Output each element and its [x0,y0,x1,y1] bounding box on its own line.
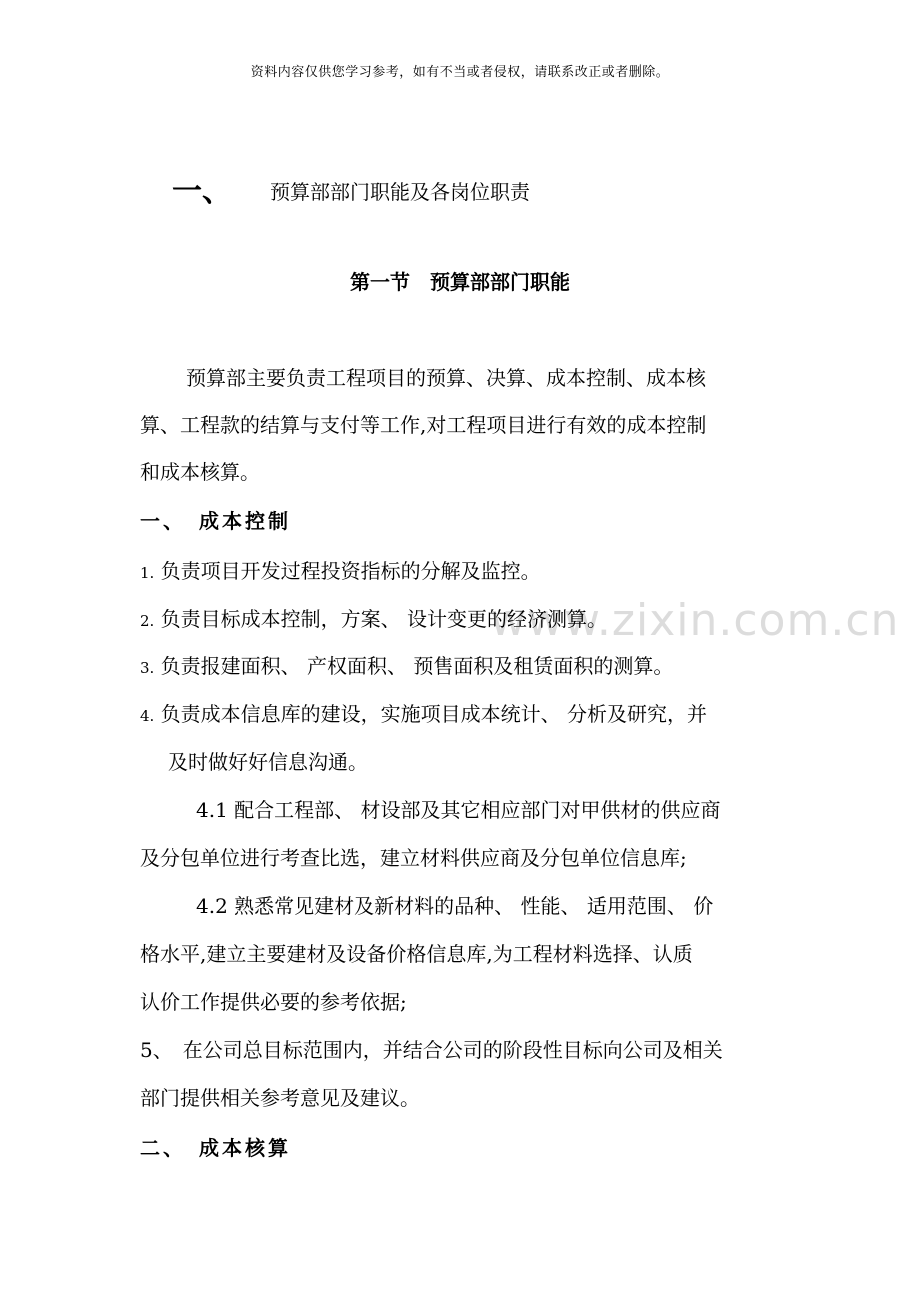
sub-item-4-2-line-2: 格水平,建立主要建材及设备价格信息库,为工程材料选择、认质 [140,942,693,966]
watermark: www.zixin.com.cn [490,595,900,646]
list-item-number: 3. [140,659,155,677]
page-header-note: 资料内容仅供您学习参考，如有不当或者侵权，请联系改正或者删除。 [250,65,670,80]
sub-item-4-1-line-2: 及分包单位进行考查比选，建立材料供应商及分包单位信息库; [140,846,687,870]
chapter-heading [172,172,530,212]
heading-cost-control: 一、 成本控制 [140,509,291,533]
list-item-text: 负责项目开发过程投资指标的分解及监控。 [160,559,541,583]
sub-item-4-1-line-1: 4.1 配合工程部、 材设部及其它相应部门对甲供材的供应商 [196,798,721,822]
intro-line-2: 算、工程款的结算与支付等工作,对工程项目进行有效的成本控制 [140,413,707,437]
list-item-text: 负责目标成本控制，方案、 设计变更的经济测算。 [160,607,608,631]
sub-item-4-2-line-1: 4.2 熟悉常见建材及新材料的品种、 性能、 适用范围、 价 [196,894,714,918]
list-item-5-line-1: 5、 在公司总目标范围内，并结合公司的阶段性目标向公司及相关 [140,1038,723,1062]
intro-line-1: 预算部主要负责工程项目的预算、决算、成本控制、成本核 [186,366,706,390]
list-item-text: 负责报建面积、 产权面积、 预售面积及租赁面积的测算。 [160,654,674,678]
section-title: 第一节 预算部部门职能 [350,270,570,294]
chapter-number: 一、 [172,174,232,209]
sub-item-4-2-line-3: 认价工作提供必要的参考依据; [140,990,407,1014]
list-item-4 [140,698,790,732]
heading-cost-accounting: 二、 成本核算 [140,1136,291,1160]
chapter-title: 预算部部门职能及各岗位职责 [270,180,530,204]
list-item-1 [140,555,790,589]
list-item-2 [140,603,790,637]
list-item-text: 负责成本信息库的建设，实施项目成本统计、 分析及研究，并 [160,702,708,726]
list-item-3 [140,650,790,684]
list-item-4-continuation: 及时做好好信息沟通。 [168,750,368,774]
list-item-5-line-2: 部门提供相关参考意见及建议。 [140,1086,420,1110]
list-item-number: 1. [140,564,155,582]
list-item-number: 2. [140,612,155,630]
list-item-number: 4. [140,707,155,725]
intro-line-3: 和成本核算。 [140,460,260,484]
